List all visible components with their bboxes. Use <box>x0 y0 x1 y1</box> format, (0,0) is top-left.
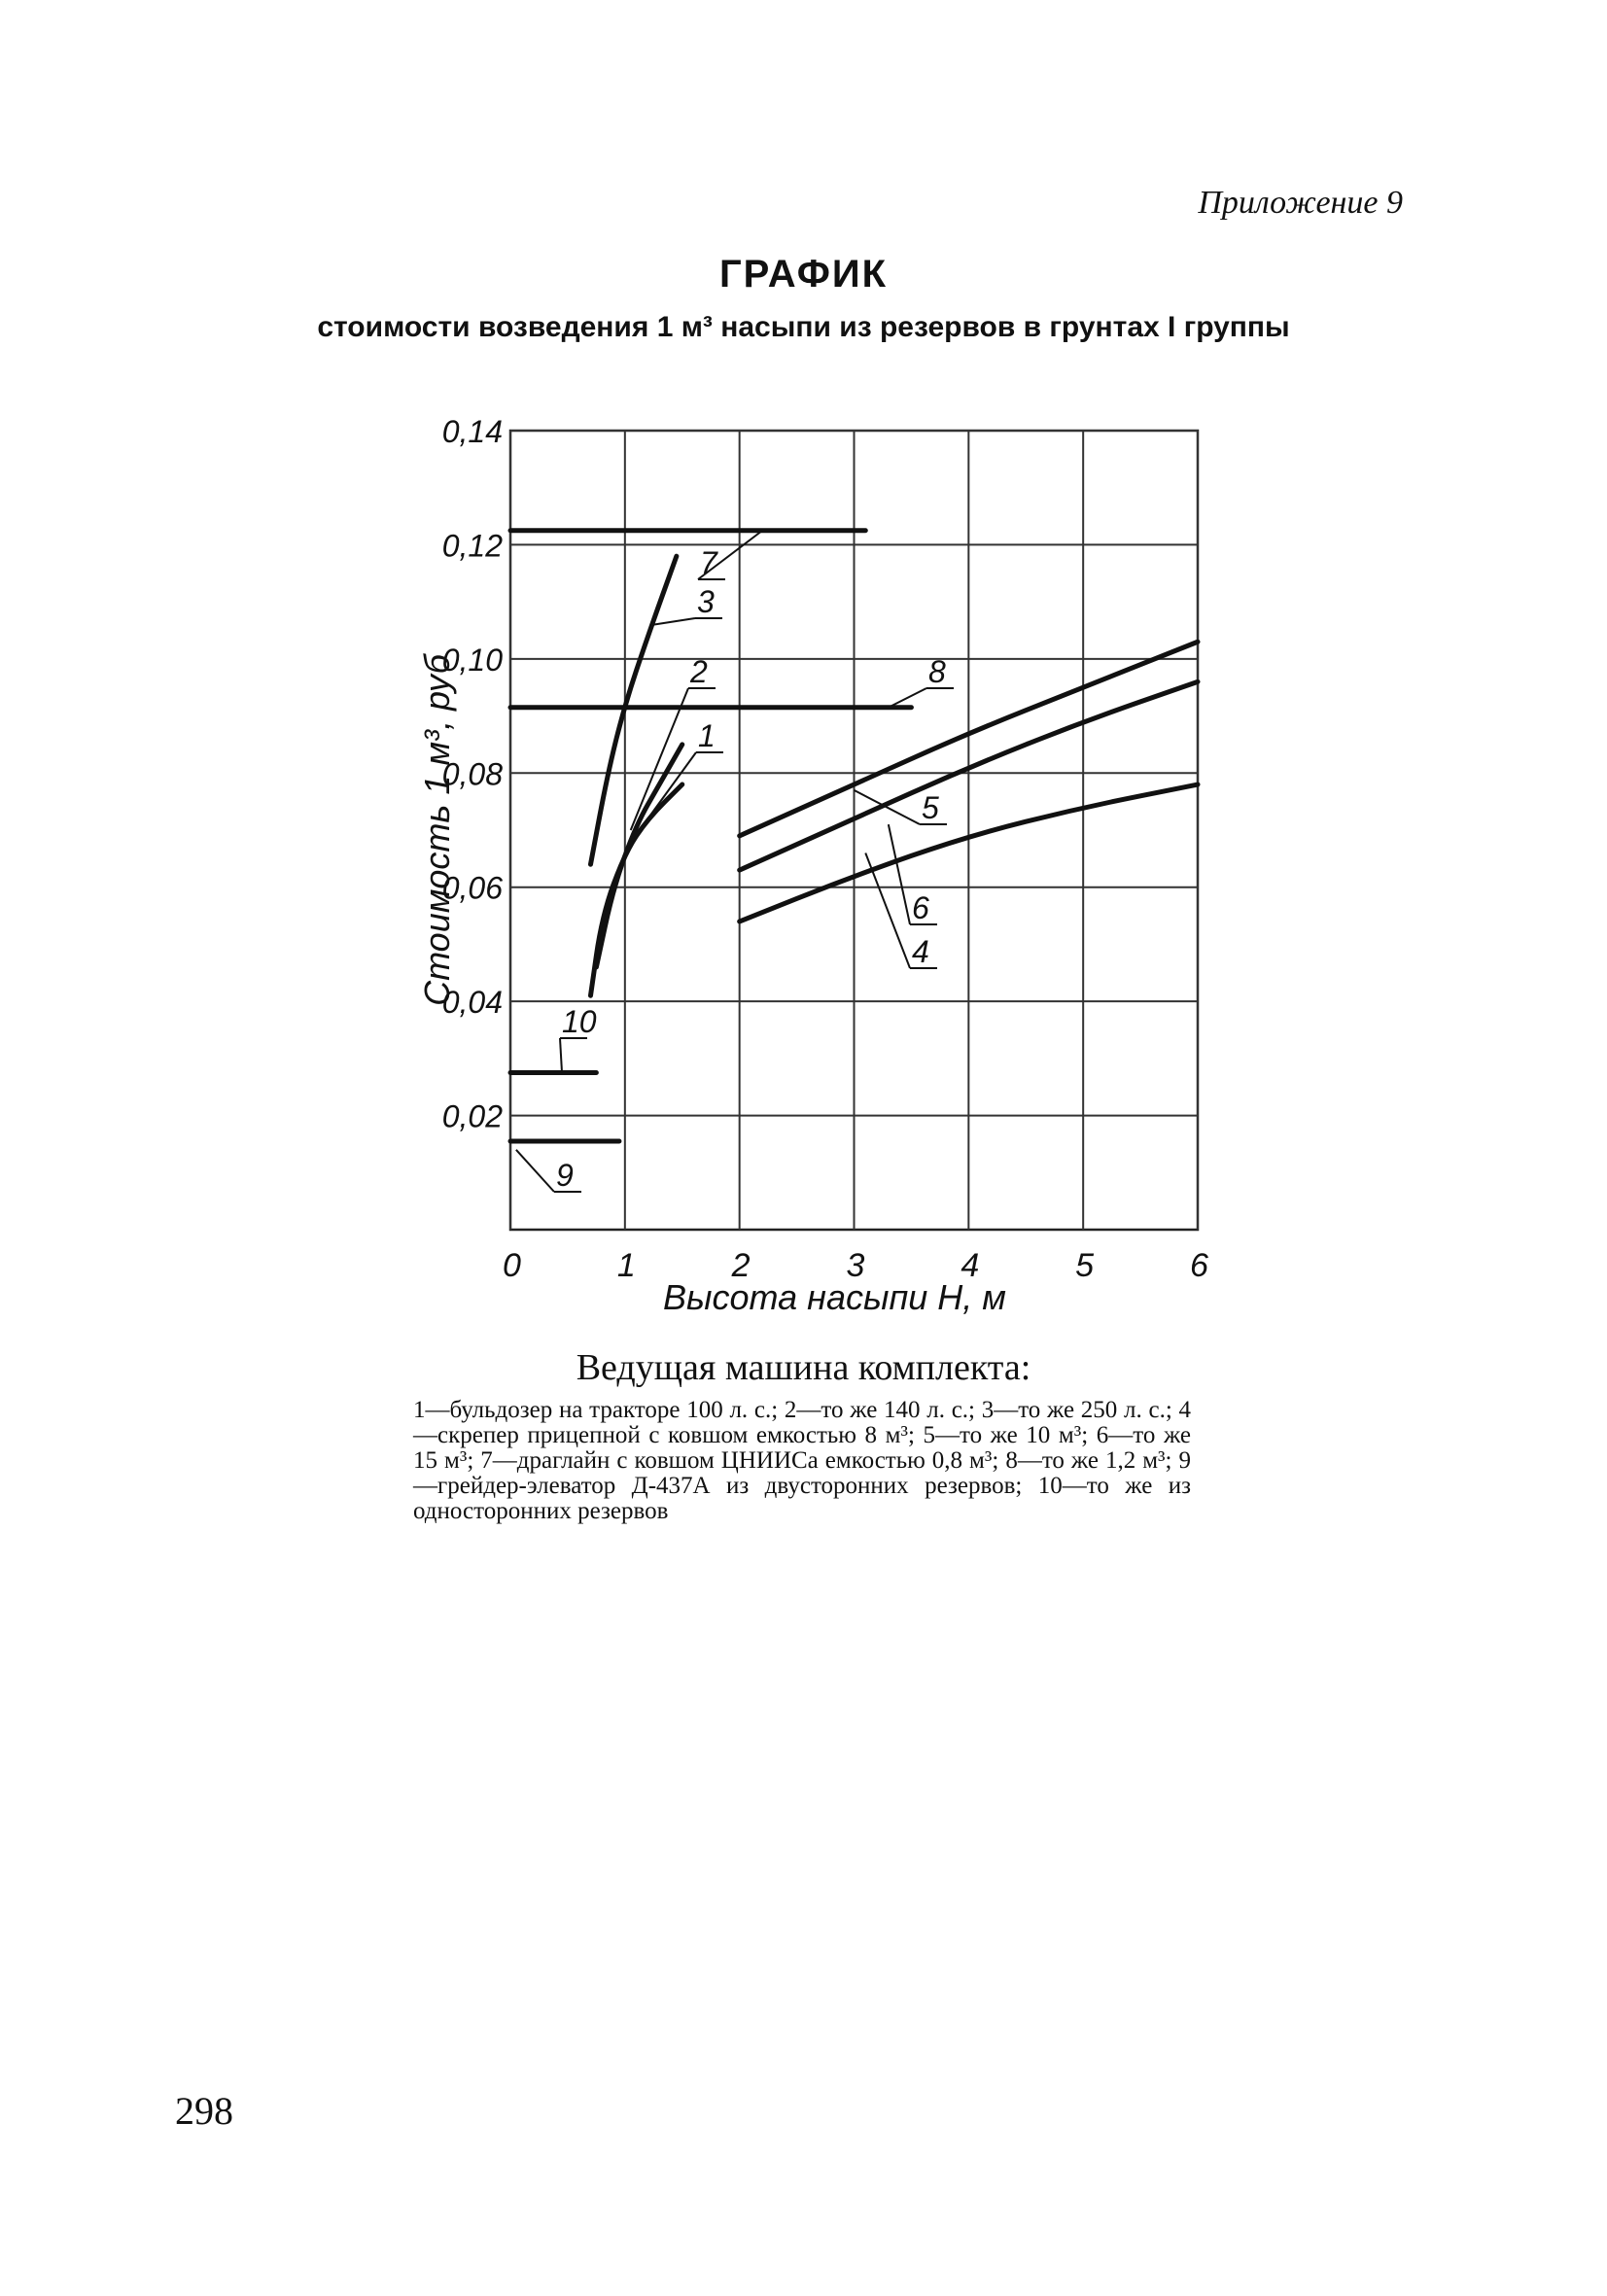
series-label-8: 8 <box>928 654 946 689</box>
page-subtitle: стоимости возведения 1 м³ насыпи из резервов в грунтах I группы <box>317 311 1290 343</box>
series-label-5: 5 <box>922 790 939 825</box>
leader-line-3 <box>653 618 695 625</box>
series-label-10: 10 <box>562 1004 597 1039</box>
leader-line-9 <box>516 1150 554 1192</box>
y-tick-label: 0,02 <box>441 1098 503 1134</box>
series-label-6: 6 <box>912 890 929 925</box>
x-tick-label: 2 <box>731 1247 751 1284</box>
y-tick-label: 0,08 <box>441 756 503 792</box>
leader-line-4 <box>865 852 910 968</box>
series-label-9: 9 <box>556 1158 574 1193</box>
legend-text: 1—бульдозер на тракторе 100 л. с.; 2—то же 140 л. с.; 3—то же 250 л. с.; 4—скрепер прицепной с ковшом емкостью 8 м³; 5—то же 10 м³; 6—то же 15 м³; 7—драглайн с ковшом ЦНИИСа емкостью 0,8 м³; 8—то же 1,2 м³; 9—грейдер-элеватор Д-437А из двусторонних резервов; 10—то же из односторонних резервов <box>413 1397 1191 1524</box>
series-label-7: 7 <box>700 545 717 580</box>
series-line-3 <box>590 556 676 864</box>
y-tick-label: 0,06 <box>441 870 503 906</box>
leader-line-10 <box>560 1038 562 1073</box>
appendix-label: Приложение 9 <box>1198 185 1403 221</box>
page-number: 298 <box>175 2089 233 2133</box>
y-tick-label: 0,12 <box>441 528 503 564</box>
x-tick-label: 5 <box>1075 1247 1095 1284</box>
series-label-1: 1 <box>698 718 716 753</box>
series-label-3: 3 <box>697 584 715 619</box>
leader-line-8 <box>889 688 926 708</box>
series-label-2: 2 <box>690 654 708 689</box>
y-tick-label: 0,14 <box>441 414 503 449</box>
x-tick-label: 4 <box>961 1247 980 1284</box>
x-tick-label: 6 <box>1190 1247 1208 1284</box>
legend-title: Ведущая машина комплекта: <box>576 1347 1031 1388</box>
x-tick-label: 3 <box>846 1247 865 1284</box>
y-axis-label: Стоимость 1 м³, руб <box>417 654 457 1006</box>
y-tick-label: 0,04 <box>441 985 503 1021</box>
x-tick-label: 0 <box>503 1247 521 1284</box>
x-axis-label: Высота насыпи H, м <box>663 1277 1006 1317</box>
leader-line-6 <box>889 824 910 924</box>
series-label-4: 4 <box>912 934 929 969</box>
y-tick-label: 0,10 <box>441 642 503 678</box>
x-tick-label: 1 <box>616 1247 636 1284</box>
page-title: ГРАФИК <box>718 253 889 296</box>
